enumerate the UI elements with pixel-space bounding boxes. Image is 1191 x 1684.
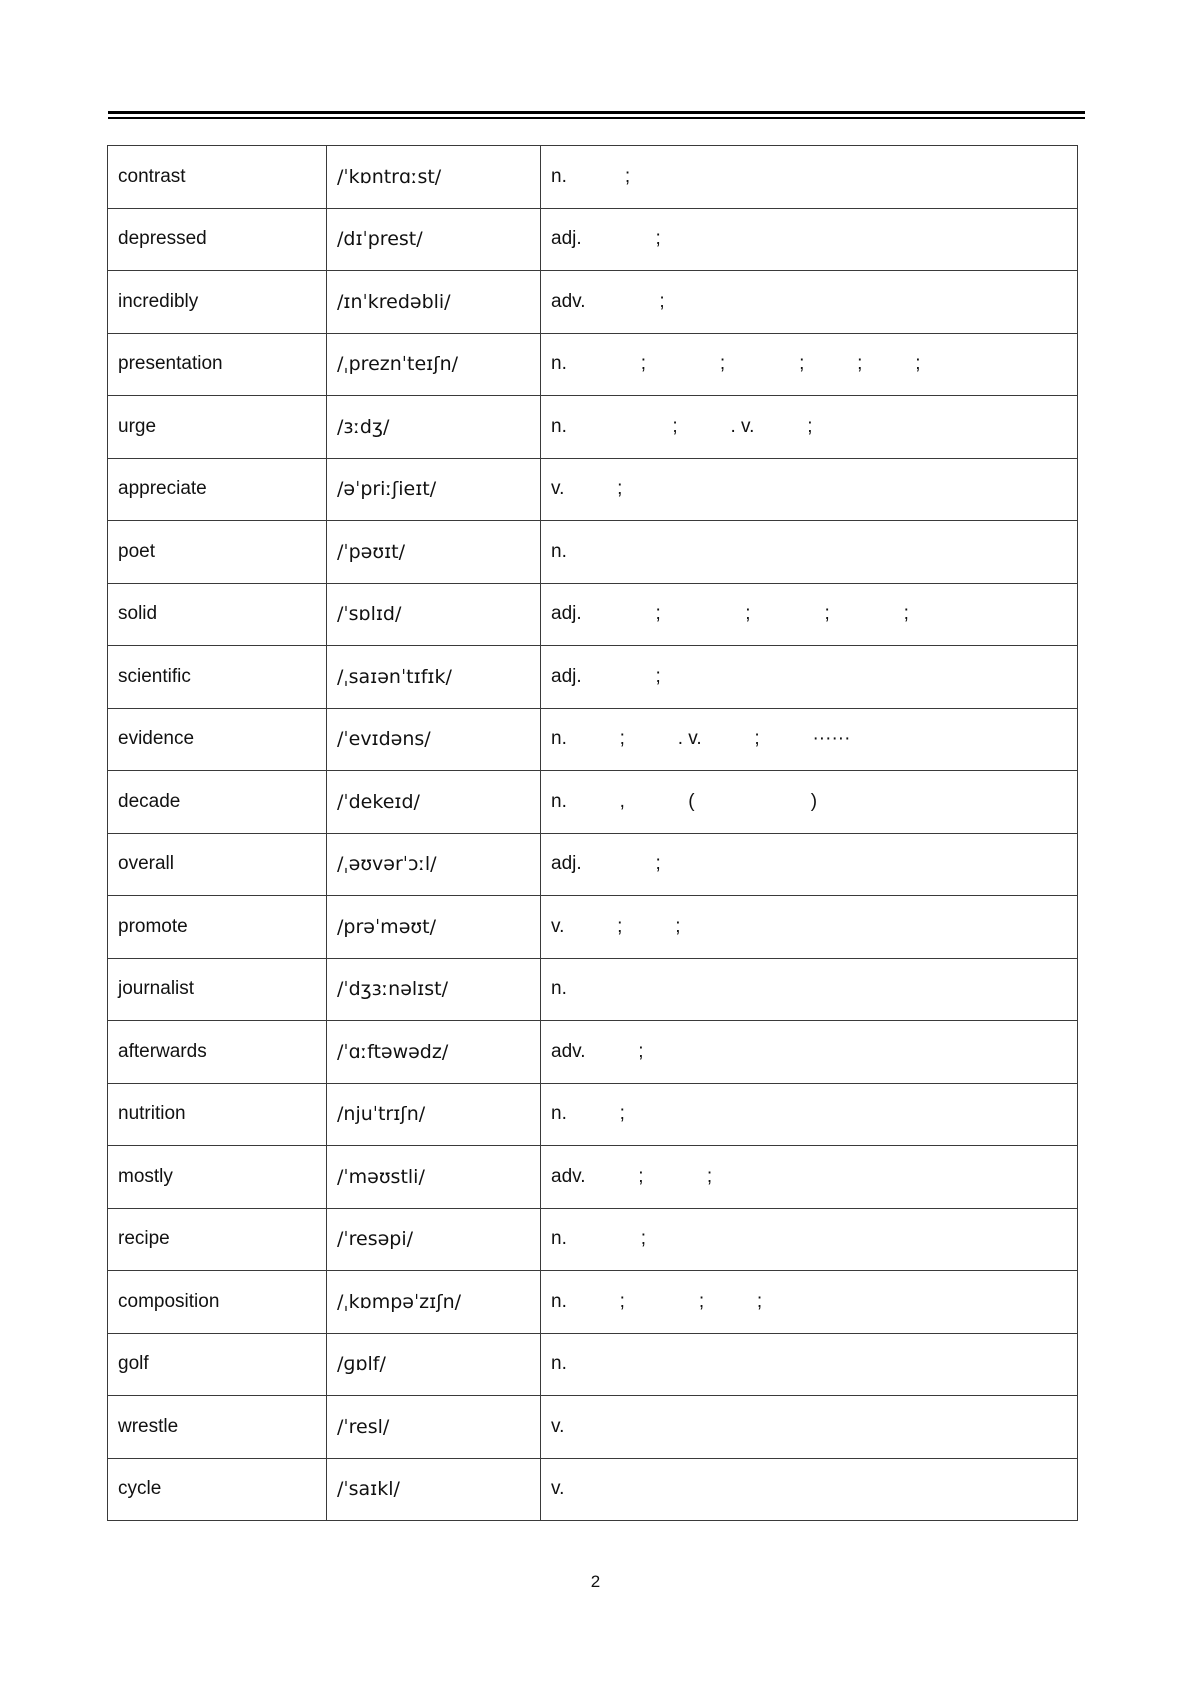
word-cell: solid	[108, 583, 327, 646]
phonetic-cell: /ˈɑːftəwədz/	[327, 1021, 541, 1084]
table-row	[108, 771, 1078, 834]
definition-cell: n.	[541, 1333, 1078, 1396]
definition-cell: n. ; . v. ; ······	[541, 708, 1078, 771]
phonetic-cell: /ˌsaɪənˈtɪfɪk/	[327, 646, 541, 709]
definition-cell: adj. ;	[541, 646, 1078, 709]
phonetic-cell: /ɜːdʒ/	[327, 396, 541, 459]
definition-cell: adv. ;	[541, 1021, 1078, 1084]
page-number: 2	[590, 1572, 601, 1591]
phonetic-cell: /ˌkɒmpəˈzɪʃn/	[327, 1271, 541, 1334]
table-row	[108, 1458, 1078, 1521]
word-cell: urge	[108, 396, 327, 459]
table-row	[108, 521, 1078, 584]
header-rule-thick	[108, 111, 1085, 114]
definition-cell: n. ; ; ;	[541, 1271, 1078, 1334]
word-cell: appreciate	[108, 458, 327, 521]
word-cell: poet	[108, 521, 327, 584]
word-cell: depressed	[108, 208, 327, 271]
table-row	[108, 1271, 1078, 1334]
definition-cell: v. ; ;	[541, 896, 1078, 959]
definition-cell: v. ;	[541, 458, 1078, 521]
phonetic-cell: /ˈpəʊɪt/	[327, 521, 541, 584]
table-row	[108, 1333, 1078, 1396]
word-cell: presentation	[108, 333, 327, 396]
word-cell: golf	[108, 1333, 327, 1396]
phonetic-cell: /ˈsɒlɪd/	[327, 583, 541, 646]
table-row	[108, 1208, 1078, 1271]
definition-cell: adv. ;	[541, 271, 1078, 334]
table-row	[108, 333, 1078, 396]
table-row	[108, 458, 1078, 521]
table-row	[108, 271, 1078, 334]
word-cell: promote	[108, 896, 327, 959]
definition-cell: n. ; . v. ;	[541, 396, 1078, 459]
definition-cell: adj. ;	[541, 208, 1078, 271]
word-cell: wrestle	[108, 1396, 327, 1459]
word-cell: composition	[108, 1271, 327, 1334]
table-row	[108, 583, 1078, 646]
definition-cell: n.	[541, 958, 1078, 1021]
phonetic-cell: /ˈdekeɪd/	[327, 771, 541, 834]
phonetic-cell: /ˈməʊstli/	[327, 1146, 541, 1209]
word-cell: incredibly	[108, 271, 327, 334]
word-cell: mostly	[108, 1146, 327, 1209]
table-row	[108, 146, 1078, 209]
phonetic-cell: /ˌəʊvərˈɔːl/	[327, 833, 541, 896]
definition-cell: v.	[541, 1396, 1078, 1459]
phonetic-cell: /njuˈtrɪʃn/	[327, 1083, 541, 1146]
table-row	[108, 1146, 1078, 1209]
word-cell: scientific	[108, 646, 327, 709]
word-cell: overall	[108, 833, 327, 896]
phonetic-cell: /dɪˈprest/	[327, 208, 541, 271]
definition-cell: n. ;	[541, 146, 1078, 209]
header-rule-thin	[108, 117, 1085, 119]
definition-cell: adj. ; ; ; ;	[541, 583, 1078, 646]
phonetic-cell: /ˌpreznˈteɪʃn/	[327, 333, 541, 396]
definition-cell: adv. ; ;	[541, 1146, 1078, 1209]
definition-cell: n.	[541, 521, 1078, 584]
table-row	[108, 708, 1078, 771]
word-cell: afterwards	[108, 1021, 327, 1084]
phonetic-cell: /ˈresl/	[327, 1396, 541, 1459]
phonetic-cell: /ˈsaɪkl/	[327, 1458, 541, 1521]
table-row	[108, 208, 1078, 271]
phonetic-cell: /əˈpriːʃieɪt/	[327, 458, 541, 521]
table-row	[108, 1396, 1078, 1459]
definition-cell: n. ;	[541, 1208, 1078, 1271]
phonetic-cell: /ɡɒlf/	[327, 1333, 541, 1396]
table-row	[108, 1083, 1078, 1146]
phonetic-cell: /ˈkɒntrɑːst/	[327, 146, 541, 209]
phonetic-cell: /ˈevɪdəns/	[327, 708, 541, 771]
definition-cell: adj. ;	[541, 833, 1078, 896]
word-cell: journalist	[108, 958, 327, 1021]
word-cell: nutrition	[108, 1083, 327, 1146]
phonetic-cell: /ɪnˈkredəbli/	[327, 271, 541, 334]
phonetic-cell: /ˈdʒɜːnəlɪst/	[327, 958, 541, 1021]
table-row	[108, 958, 1078, 1021]
table-row	[108, 833, 1078, 896]
definition-cell: n. ; ; ; ; ;	[541, 333, 1078, 396]
word-cell: cycle	[108, 1458, 327, 1521]
vocabulary-table-body	[108, 146, 1078, 1521]
table-row	[108, 646, 1078, 709]
vocabulary-table	[107, 145, 1078, 1521]
word-cell: decade	[108, 771, 327, 834]
word-cell: contrast	[108, 146, 327, 209]
table-row	[108, 896, 1078, 959]
definition-cell: n. ;	[541, 1083, 1078, 1146]
table-row	[108, 1021, 1078, 1084]
table-row	[108, 396, 1078, 459]
phonetic-cell: /prəˈməʊt/	[327, 896, 541, 959]
definition-cell: n. , ( )	[541, 771, 1078, 834]
definition-cell: v.	[541, 1458, 1078, 1521]
word-cell: evidence	[108, 708, 327, 771]
word-cell: recipe	[108, 1208, 327, 1271]
phonetic-cell: /ˈresəpi/	[327, 1208, 541, 1271]
